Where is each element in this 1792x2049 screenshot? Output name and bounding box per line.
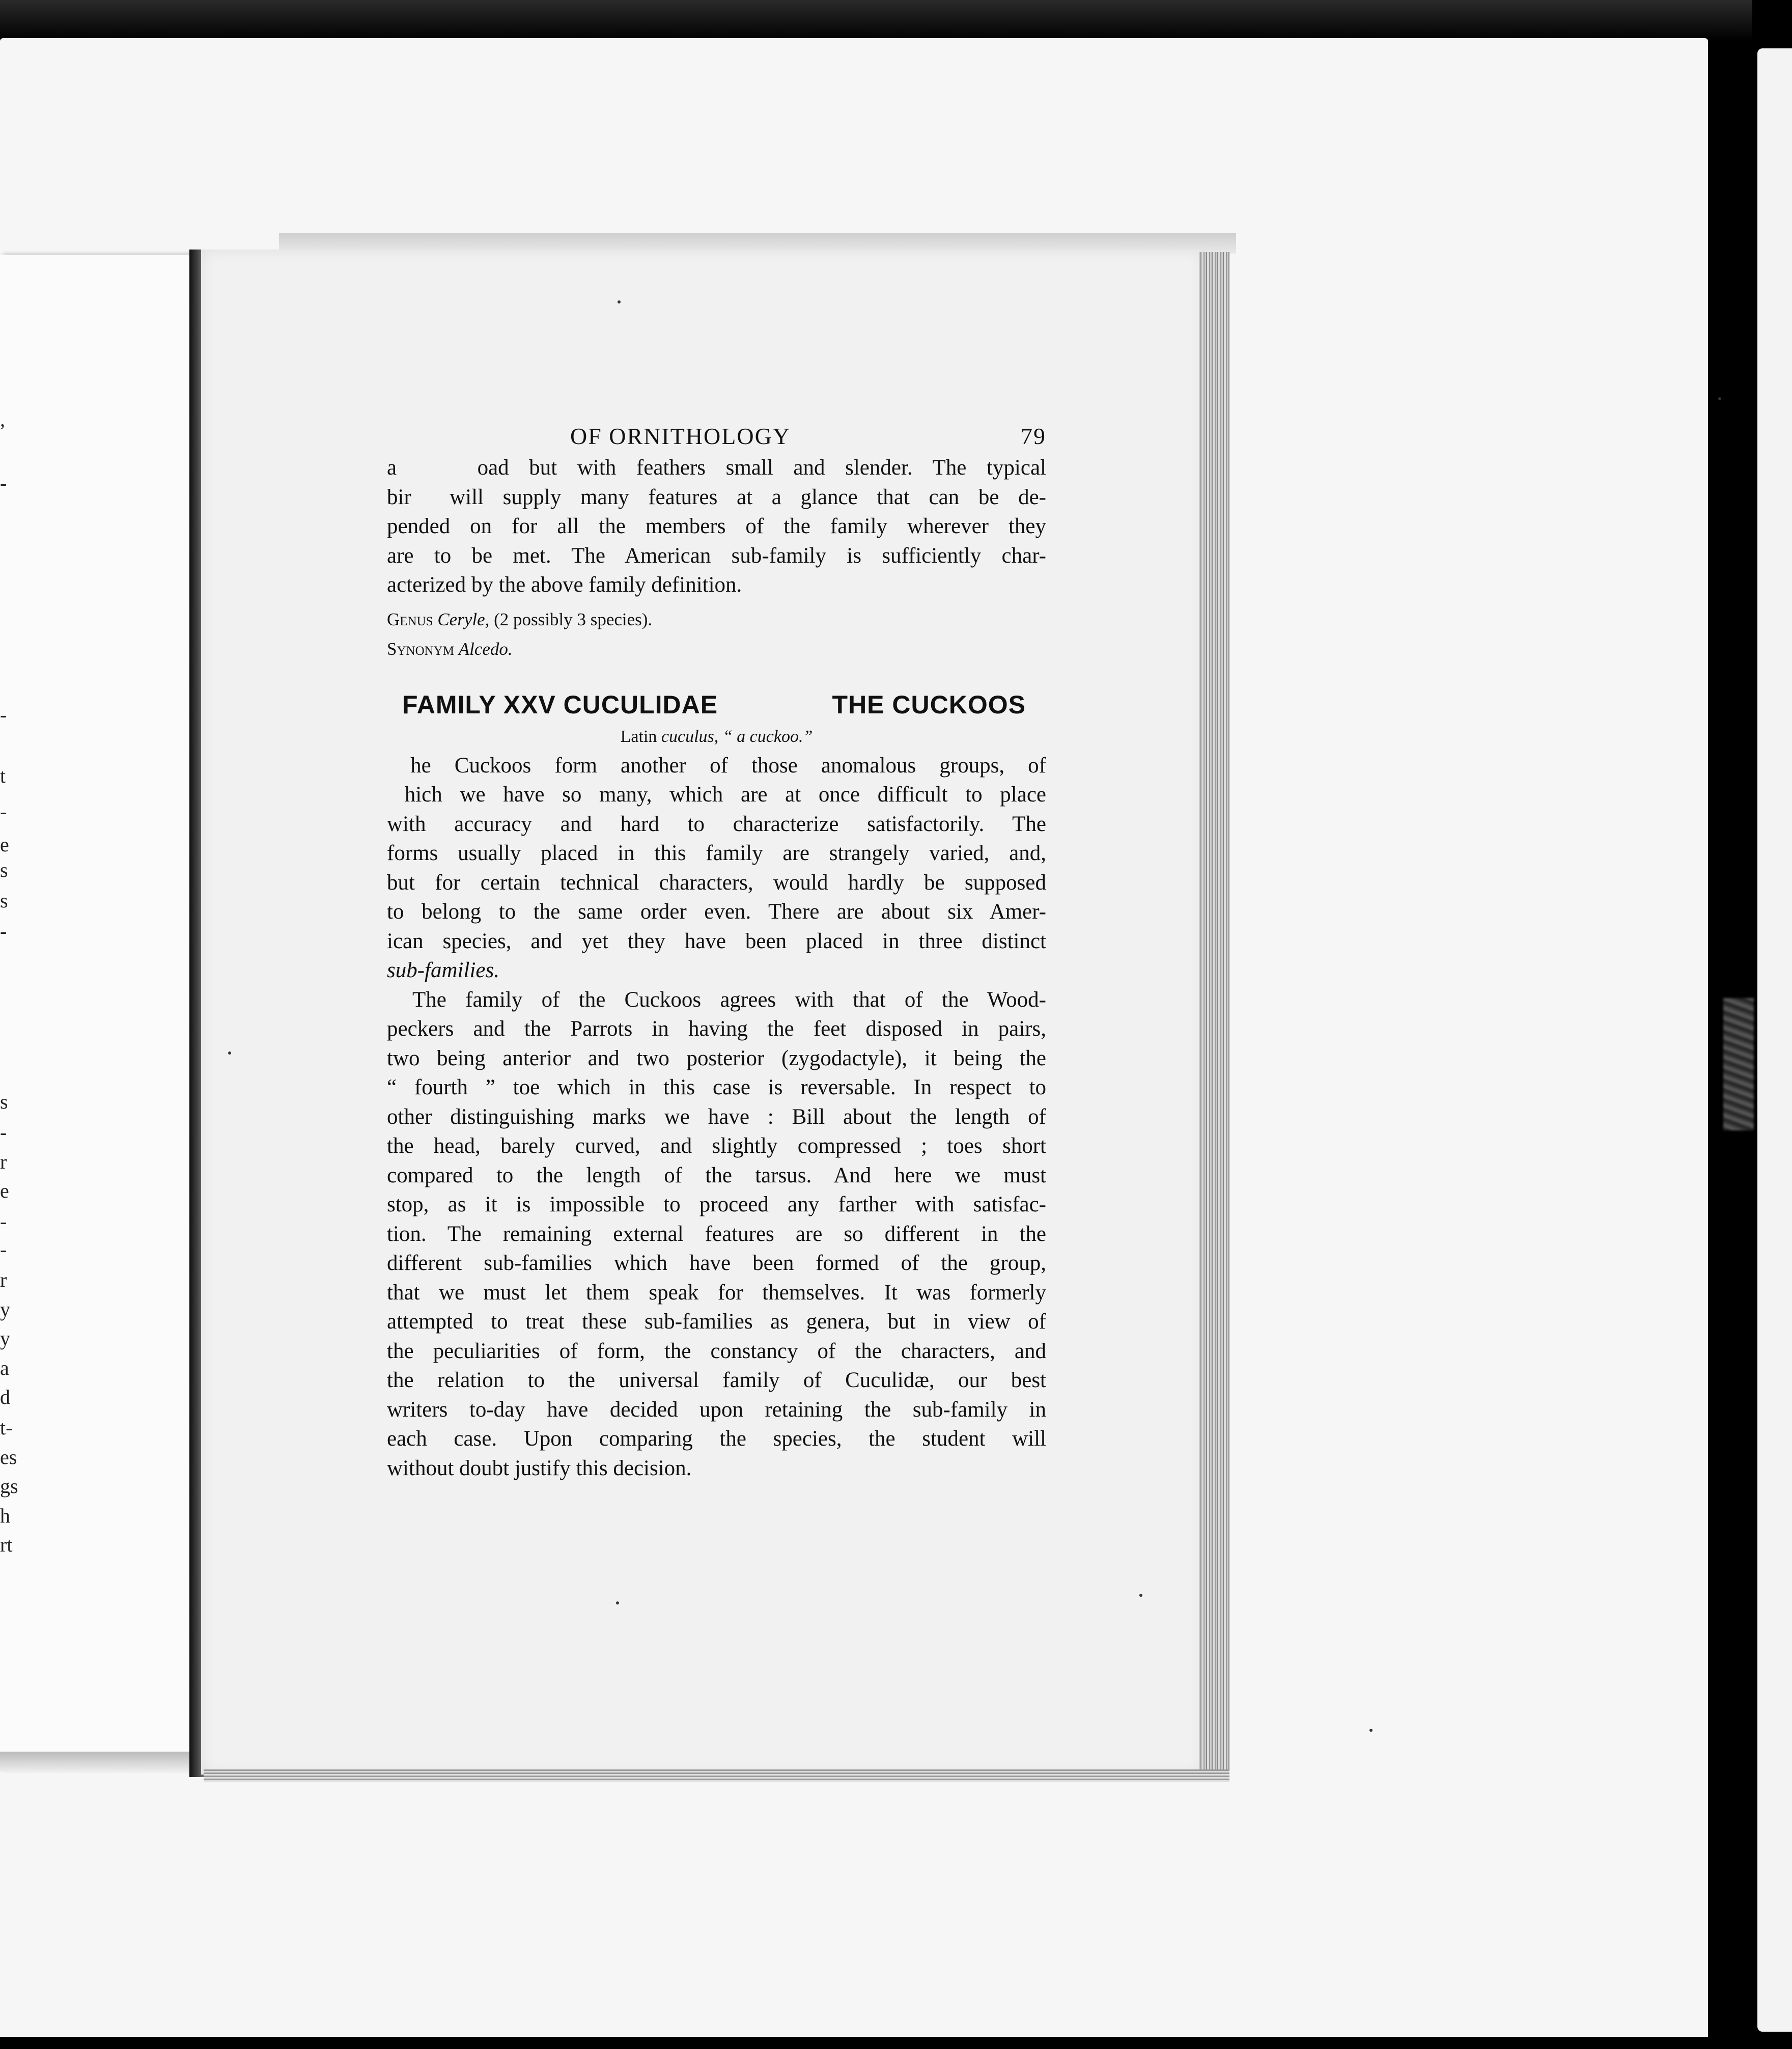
text-line: writers to-day have decided upon retaining the sub-family in <box>387 1397 1046 1422</box>
left-edge-char: s <box>0 1090 8 1113</box>
synonym-line <box>387 636 1046 662</box>
family-heading-right: THE CUCKOOS <box>832 690 1026 719</box>
left-facing-page <box>0 255 201 1769</box>
left-edge-char: t <box>0 764 6 787</box>
text-line: bir will supply many features at a glance that can be de- <box>387 485 1046 509</box>
text-line: a oad but with feathers small and slender. The typical <box>387 456 1046 480</box>
left-page-edge-text <box>0 255 196 1769</box>
family-heading <box>387 690 1046 726</box>
text-line: the head, barely curved, and slightly compressed ; toes short <box>387 1134 1046 1158</box>
text-line: with accuracy and hard to characterize satisfactorily. The <box>387 812 1046 836</box>
text-line: to belong to the same order even. There are about six Amer- <box>387 900 1046 924</box>
left-edge-char: a <box>0 1356 9 1379</box>
paragraph-cuckoos-intro <box>387 751 1046 985</box>
text-line: that we must let them speak for themselves. It was formerly <box>387 1280 1046 1305</box>
synonym-name: Alcedo. <box>458 639 513 659</box>
page-stack-right-edge <box>1199 252 1229 1775</box>
film-bottom-edge <box>0 2037 1792 2049</box>
text-line: sub-families. <box>387 958 499 982</box>
left-edge-char: , <box>0 408 5 431</box>
synonym-label: Synonym <box>387 639 454 659</box>
paragraph-cuckoos-family <box>387 985 1046 1483</box>
film-top-edge <box>0 0 1792 41</box>
text-line: peckers and the Parrots in having the feet disposed in pairs, <box>387 1017 1046 1041</box>
left-edge-char: d <box>0 1386 10 1408</box>
left-edge-char: s <box>0 859 8 881</box>
left-edge-char: e <box>0 1179 9 1202</box>
family-heading-left: FAMILY XXV CUCULIDAE <box>402 690 718 719</box>
left-edge-char: h <box>0 1504 10 1527</box>
text-line: stop, as it is impossible to proceed any farther with satisfac- <box>387 1193 1046 1216</box>
left-edge-char: r <box>0 1268 7 1291</box>
left-edge-char: r <box>0 1150 7 1173</box>
film-smudge <box>1723 998 1754 1130</box>
speck <box>228 1051 231 1055</box>
text-line: hich we have so many, which are at once difficult to place <box>387 783 1046 807</box>
text-line: ican species, and yet they have been placed in three distinct <box>387 929 1046 953</box>
left-edge-char: - <box>0 703 7 726</box>
left-edge-char: s <box>0 889 8 912</box>
text-line: “ fourth ” toe which in this case is reversable. In respect to <box>387 1075 1046 1099</box>
left-edge-char: - <box>0 800 7 823</box>
text-line: but for certain technical characters, would hardly be supposed <box>387 870 1046 895</box>
text-line: acterized by the above family definition. <box>387 573 742 597</box>
latin-prefix: Latin <box>620 727 657 746</box>
text-line: each case. Upon comparing the species, the student will <box>387 1427 1046 1451</box>
latin-etymology <box>387 726 1046 748</box>
genus-label: Genus <box>387 609 433 629</box>
text-line: the peculiarities of form, the constancy of the characters, and <box>387 1339 1046 1363</box>
latin-word: cuculus, <box>661 727 719 746</box>
left-edge-char: e <box>0 833 9 856</box>
text-line: tion. The remaining external features are so different in the <box>387 1222 1046 1246</box>
left-edge-char: - <box>0 1121 7 1144</box>
text-line: are to be met. The American sub-family is sufficiently char- <box>387 543 1046 568</box>
left-edge-char: - <box>0 1238 7 1261</box>
speck <box>1369 1729 1373 1732</box>
text-line: pended on for all the members of the family wherever they <box>387 514 1046 538</box>
left-page-bottom-shadow <box>0 1752 214 1772</box>
left-edge-char: - <box>0 472 7 494</box>
adjacent-frame-strip <box>1757 48 1792 2032</box>
genus-line <box>387 607 1046 632</box>
left-edge-char: gs <box>0 1475 18 1498</box>
text-line: compared to the length of the tarsus. And here we must <box>387 1163 1046 1187</box>
left-edge-char: y <box>0 1298 10 1321</box>
speck <box>1718 397 1721 400</box>
speck <box>618 300 621 303</box>
page-stack-bottom-edge <box>204 1769 1229 1782</box>
text-line: The family of the Cuckoos agrees with that of the Wood- <box>412 987 1046 1012</box>
left-edge-char: - <box>0 920 7 943</box>
text-line: without doubt justify this decision. <box>387 1456 692 1480</box>
running-head-title: OF ORNITHOLOGY <box>570 423 791 449</box>
text-line: forms usually placed in this family are strangely varied, and, <box>387 841 1046 865</box>
text-line: other distinguishing marks we have : Bill about the length of <box>387 1104 1046 1129</box>
page-number: 79 <box>1021 423 1046 449</box>
paragraph-kingfisher-end <box>387 453 1046 600</box>
genus-note: (2 possibly 3 species). <box>494 609 653 629</box>
left-edge-char: es <box>0 1446 17 1469</box>
latin-meaning: “ a cuckoo.” <box>722 727 813 746</box>
left-edge-char: - <box>0 1210 7 1233</box>
left-edge-char: rt <box>0 1533 13 1556</box>
running-head <box>387 423 1046 453</box>
text-line: different sub-families which have been formed of the group, <box>387 1251 1046 1275</box>
text-line: he Cuckoos form another of those anomalous groups, of <box>387 753 1046 778</box>
speck <box>1139 1594 1142 1597</box>
page-text <box>387 423 1046 1483</box>
left-edge-char: y <box>0 1327 10 1350</box>
text-line: the relation to the universal family of Cuculidæ, our best <box>387 1368 1046 1392</box>
genus-name: Ceryle, <box>437 609 490 629</box>
text-line: attempted to treat these sub-families as genera, but in view of <box>387 1310 1046 1334</box>
left-edge-char: t- <box>0 1416 13 1439</box>
text-line: two being anterior and two posterior (zygodactyle), it being the <box>387 1046 1046 1070</box>
speck <box>616 1601 619 1604</box>
